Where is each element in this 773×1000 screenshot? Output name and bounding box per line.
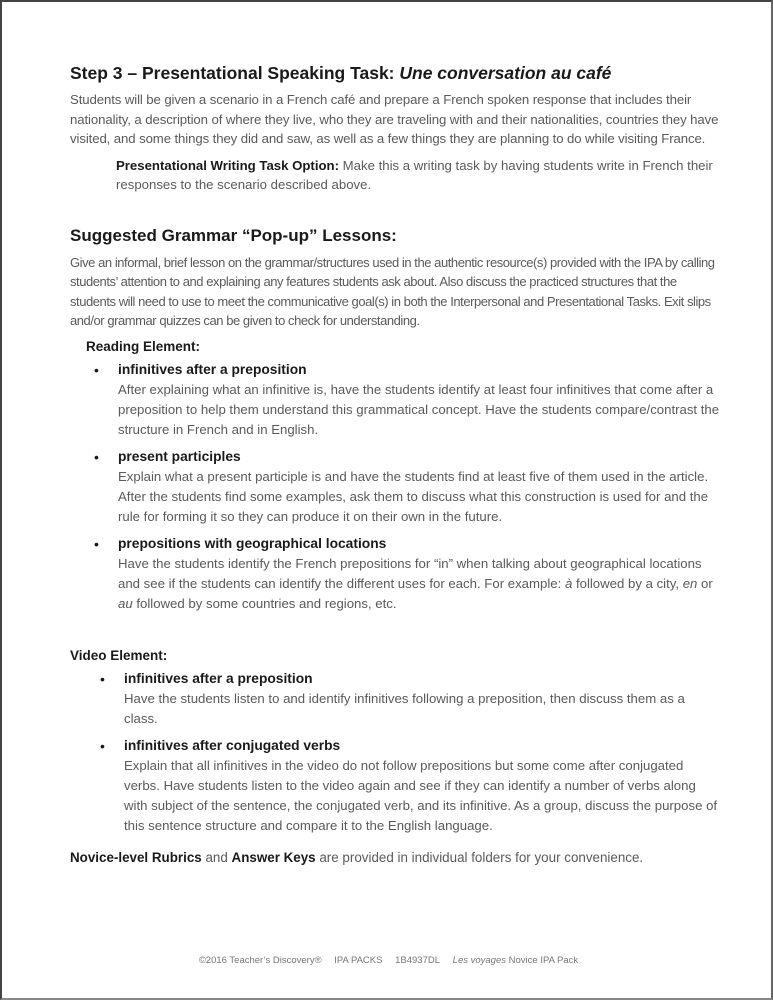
item-description: Have the students listen to and identify infinitives following a preposition, then discuss them as a class. xyxy=(124,690,685,726)
step3-body: Students will be given a scenario in a French café and prepare a French spoken response that includes their nationality, a description of where they live, who they are traveling with and their nationalities, countries they have visited, and some things they did and saw, as well as a few things they are planning to do while visiting France. xyxy=(70,92,719,146)
footer-code: 1B4937DL xyxy=(395,955,441,966)
list-item xyxy=(100,669,720,729)
desc-example-au: au xyxy=(118,595,133,611)
item-title: prepositions with geographical locations xyxy=(118,535,387,551)
bullet-icon: • xyxy=(94,361,99,378)
step3-heading xyxy=(70,62,720,84)
rubrics-note xyxy=(70,850,720,865)
step3-heading-title: Une conversation au café xyxy=(399,63,612,83)
item-title: infinitives after a preposition xyxy=(124,670,313,686)
note-text: and xyxy=(201,849,232,865)
document-page xyxy=(70,62,720,865)
desc-text: followed by a city, xyxy=(572,575,683,591)
item-description: After explaining what an infinitive is, have the students identify at least four infinitives that come after a preposition to help them understand this grammatical concept. Have the students compare/contrast the structure in French and in English. xyxy=(118,381,720,437)
item-title: infinitives after a preposition xyxy=(118,361,307,377)
step3-heading-text: Step 3 – Presentational Speaking Task: xyxy=(70,63,400,83)
item-description: Explain that all infinitives in the video do not follow prepositions but some come after conjugated verbs. Have students listen to the video again and see if they can identify a number of verbs along with subject of the sentence, the conjugated verb, and its infinitive. As a group, discuss the purpose of this sentence structure and compare it to the English language. xyxy=(124,757,718,833)
desc-example-en: en xyxy=(682,575,698,591)
item-description xyxy=(118,554,720,614)
desc-example-a: à xyxy=(564,575,573,591)
item-description: Explain what a present participle is and have the students find at least five of them used in the article. After the students find some examples, ask them to discuss what this construction is used for and the rule for forming it so they can produce it on their own in the future. xyxy=(118,468,709,524)
writing-task-option xyxy=(116,156,720,195)
item-title: infinitives after conjugated verbs xyxy=(124,737,341,753)
grammar-heading: Suggested Grammar “Pop-up” Lessons: xyxy=(70,225,397,245)
item-title: present participles xyxy=(118,448,241,464)
bullet-icon: • xyxy=(100,737,105,754)
footer-title-rest: Novice IPA Pack xyxy=(506,955,579,966)
reading-element-label: Reading Element: xyxy=(86,338,201,354)
footer-series: IPA PACKS xyxy=(334,955,383,966)
writing-task-option-label: Presentational Writing Task Option: xyxy=(116,157,339,173)
desc-text: Have the students identify the French prepositions for “in” when talking about geographical locations and see if the students can identify the different uses for each. For example: xyxy=(118,555,702,591)
bullet-icon: • xyxy=(94,535,99,552)
note-text: are provided in individual folders for your convenience. xyxy=(315,849,644,865)
rubrics-label: Novice-level Rubrics xyxy=(70,849,202,865)
video-element-list xyxy=(70,669,720,836)
page-footer xyxy=(2,955,773,966)
footer-copyright: ©2016 Teacher’s Discovery® xyxy=(198,955,322,966)
desc-text: followed by some countries and regions, etc. xyxy=(132,595,397,611)
writing-task-option-text: Make this a writing task by having students write in French their responses to the scenario described above. xyxy=(116,157,713,192)
desc-text: or xyxy=(697,575,713,591)
reading-element-list xyxy=(70,360,720,614)
grammar-intro: Give an informal, brief lesson on the grammar/structures used in the authentic resource(s) provided with the IPA by calling students’ attention to and explaining any features students ask about. Also discuss the practiced structures that the students will need to use to meet the communicative goal(s) in both the Interpersonal and Presentational Tasks. Exit slips and/or grammar quizzes can be given to check for understanding. xyxy=(70,254,715,328)
list-item xyxy=(94,447,720,527)
footer-title-italic: Les voyages xyxy=(452,955,506,966)
list-item xyxy=(94,534,720,614)
list-item xyxy=(100,736,720,836)
list-item xyxy=(94,360,720,440)
answer-keys-label: Answer Keys xyxy=(231,849,316,865)
bullet-icon: • xyxy=(94,448,99,465)
video-element-label: Video Element: xyxy=(70,647,168,663)
bullet-icon: • xyxy=(100,670,105,687)
